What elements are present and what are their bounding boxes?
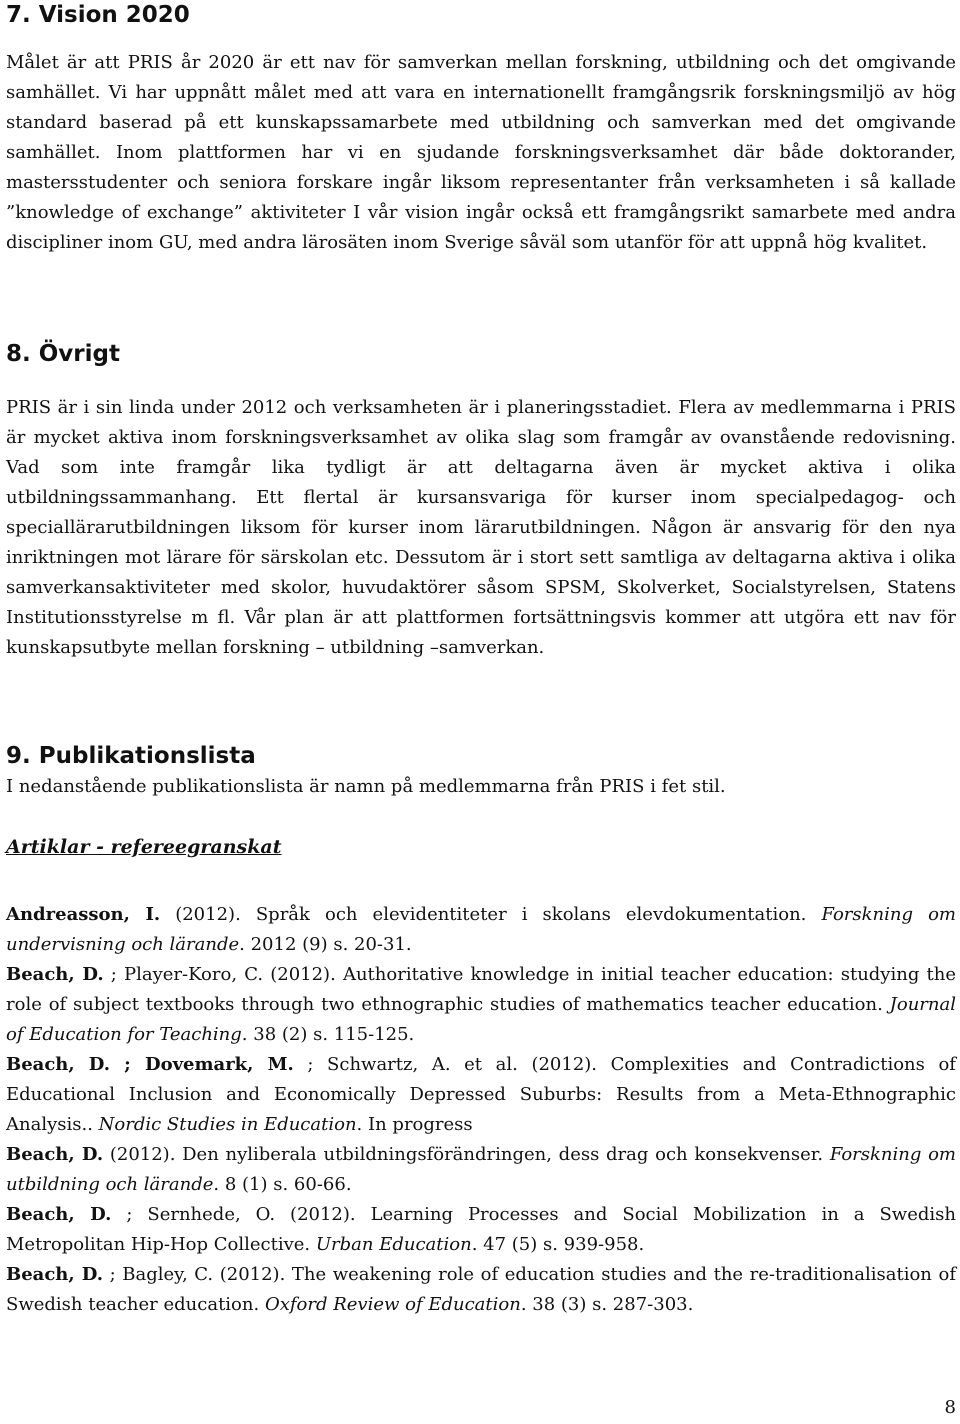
- list-item: Beach, D. ; Dovemark, M. ; Schwartz, A. et al. (2012). Complexities and Contradictions of Educational Inclusion and Economically Depressed Suburbs: Results from a Meta-Ethnographic Analysis.. Nordic Studies in Education. In progress: [6, 1054, 956, 1135]
- section-8-body: PRIS är i sin linda under 2012 och verksamheten är i planeringsstadiet. Flera av medlemmarna i PRIS är mycket aktiva inom forskningsverksamhet av olika slag som framgår av ovanstående redovisning. Vad som inte framgår lika tydligt är att deltagarna även är mycket aktiva i olika utbildningssammanhang. Ett flertal är kursansvariga för kurser inom specialpedagog- och speciallärarutbildningen liksom för kurser inom lärarutbildningen. Någon är ansvarig för den nya inriktningen mot lärare för särskolan etc. Dessutom är i stort sett samtliga av deltagarna aktiva i olika samverkansaktiviteter med skolor, huvudaktörer såsom SPSM, Skolverket, Socialstyrelsen, Statens Institutionsstyrelse m fl. Vår plan är att plattformen fortsättningsvis kommer att utgöra ett nav för kunskapsutbyte mellan forskning – utbildning –samverkan.: [6, 397, 956, 658]
- section-7-heading: 7. Vision 2020: [6, 2, 190, 28]
- list-item: Andreasson, I. (2012). Språk och elevidentiteter i skolans elevdokumentation. Forskning om undervisning och lärande. 2012 (9) s. 20-31.: [6, 904, 956, 955]
- articles-subheading: Artiklar - refereegranskat: [6, 836, 282, 858]
- section-9-heading: 9. Publikationslista: [6, 743, 256, 769]
- list-item: Beach, D. ; Sernhede, O. (2012). Learning Processes and Social Mobilization in a Swedish Metropolitan Hip-Hop Collective. Urban Education. 47 (5) s. 939-958.: [6, 1204, 956, 1255]
- list-item: Beach, D. ; Player-Koro, C. (2012). Authoritative knowledge in initial teacher education: studying the role of subject textbooks through two ethnographic studies of mathematics teacher education. Journal of Education for Teaching. 38 (2) s. 115-125.: [6, 964, 956, 1045]
- list-item: Beach, D. (2012). Den nyliberala utbildningsförändringen, dess drag och konsekvenser. Forskning om utbildning och lärande. 8 (1) s. 60-66.: [6, 1144, 956, 1195]
- section-7-body: Målet är att PRIS år 2020 är ett nav för samverkan mellan forskning, utbildning och det omgivande samhället. Vi har uppnått målet med att vara en internationellt framgångsrik forskningsmiljö av hög standard baserad på ett kunskapssamarbete med utbildning och samverkan med det omgivande samhället. Inom plattformen har vi en sjudande forskningsverksamhet där både doktorander, mastersstudenter och seniora forskare ingår liksom representanter från verksamheten i så kallade ”knowledge of exchange” aktiviteter I vår vision ingår också ett framgångsrikt samarbete med andra discipliner inom GU, med andra lärosäten inom Sverige såväl som utanför för att uppnå hög kvalitet.: [6, 52, 956, 253]
- publication-list: [6, 900, 956, 1320]
- section-9-intro: I nedanstående publikationslista är namn på medlemmarna från PRIS i fet stil.: [6, 776, 726, 797]
- list-item: Beach, D. ; Bagley, C. (2012). The weakening role of education studies and the re-traditionalisation of Swedish teacher education. Oxford Review of Education. 38 (3) s. 287-303.: [6, 1264, 956, 1315]
- section-8-heading: 8. Övrigt: [6, 341, 120, 367]
- page-number: 8: [944, 1397, 956, 1418]
